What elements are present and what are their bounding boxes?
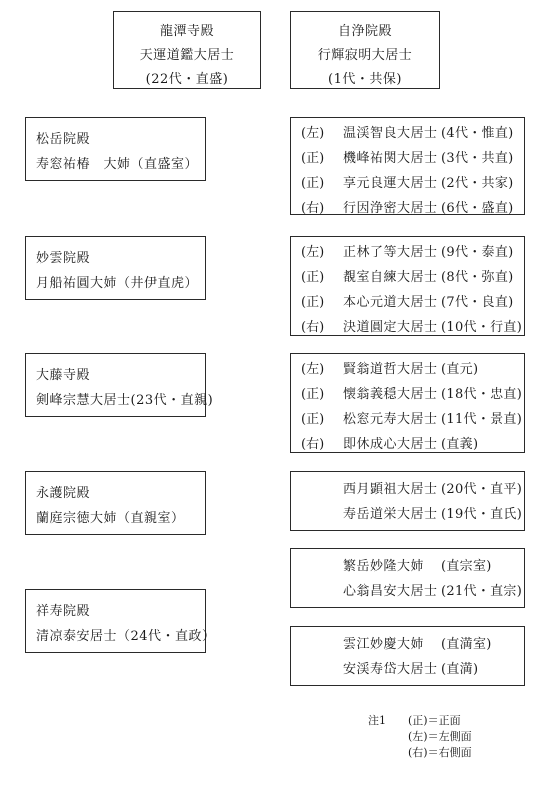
posthumous-name: 行輝寂明大居士 xyxy=(317,48,413,63)
position-label: (左) xyxy=(301,245,325,260)
tablet-box-jijoin xyxy=(290,11,440,89)
tablet-box-myounin xyxy=(25,236,206,300)
generation-note: (21代・直宗) xyxy=(441,584,523,599)
position-label: (正) xyxy=(301,176,325,191)
note-label: 注1 xyxy=(368,714,386,727)
tablet-row xyxy=(291,196,524,221)
generation-note: (22代・直盛) xyxy=(145,72,229,87)
position-label: (正) xyxy=(301,295,325,310)
tablet-group-1 xyxy=(290,117,525,215)
posthumous-name: 正林了等大居士 xyxy=(343,245,438,260)
tablet-box-eigoin xyxy=(25,471,206,535)
tablet-row xyxy=(291,265,524,290)
generation-note: (1代・共保) xyxy=(328,72,402,87)
temple-name: 龍潭寺殿 xyxy=(159,24,214,39)
tablet-group-3 xyxy=(290,353,525,453)
tablet-group-4 xyxy=(290,471,525,531)
tablet-row xyxy=(291,407,524,432)
posthumous-name: 蘭庭宗徳大姉（直親室） xyxy=(36,511,185,526)
generation-note: (18代・忠直) xyxy=(441,387,523,402)
posthumous-name: 懐翁義穏大居士 xyxy=(343,387,438,402)
generation-note: (3代・共直) xyxy=(441,151,514,166)
position-label: (右) xyxy=(301,320,325,335)
tablet-row xyxy=(291,315,524,340)
tablet-box-daitoji xyxy=(25,353,214,417)
temple-name: 松岳院殿 xyxy=(36,132,91,147)
posthumous-name: 天運道鑑大居士 xyxy=(139,48,235,63)
tablet-row xyxy=(291,290,524,315)
tablet-group-5 xyxy=(290,548,525,608)
tablet-row xyxy=(291,240,524,265)
generation-note: (19代・直氏) xyxy=(441,507,523,522)
posthumous-name: 安渓寿岱大居士 xyxy=(343,662,438,677)
posthumous-name: 繁岳妙隆大姉 xyxy=(343,559,425,574)
posthumous-name: 月船祐圓大姉（井伊直虎） xyxy=(36,276,199,291)
note-line: (左)＝左側面 xyxy=(408,730,472,743)
posthumous-name: 寿窓祐椿 大姉（直盛室） xyxy=(36,157,199,172)
generation-note: (直義) xyxy=(441,437,479,452)
generation-note: (4代・惟直) xyxy=(441,126,514,141)
posthumous-name: 行因浄密大居士 xyxy=(343,201,438,216)
position-label: (右) xyxy=(301,201,325,216)
tablet-group-2 xyxy=(290,236,525,336)
temple-name: 永護院殿 xyxy=(36,486,91,501)
position-label: (右) xyxy=(301,437,325,452)
posthumous-name: 即休成心大居士 xyxy=(343,437,438,452)
posthumous-name: 寿岳道栄大居士 xyxy=(343,507,438,522)
note-line: (右)＝右側面 xyxy=(408,746,472,759)
tablet-row xyxy=(291,554,524,579)
posthumous-name: 享元良運大居士 xyxy=(343,176,438,191)
posthumous-name: 本心元道大居士 xyxy=(343,295,438,310)
posthumous-name: 西月顕祖大居士 xyxy=(343,482,438,497)
posthumous-name: 機峰祐関大居士 xyxy=(343,151,438,166)
position-label: (正) xyxy=(301,387,325,402)
tablet-row xyxy=(291,632,524,657)
generation-note: (20代・直平) xyxy=(441,482,523,497)
note-line: (正)＝正面 xyxy=(408,714,461,727)
tablet-row xyxy=(291,502,524,527)
tablet-row xyxy=(291,432,524,457)
posthumous-name: 清凉泰安居士（24代・直政） xyxy=(36,629,216,644)
posthumous-name: 覩室自練大居士 xyxy=(343,270,438,285)
temple-name: 自浄院殿 xyxy=(337,24,392,39)
generation-note: (直元) xyxy=(441,362,479,377)
posthumous-name: 心翁昌安大居士 xyxy=(343,584,438,599)
posthumous-name: 決道圓定大居士 xyxy=(343,320,438,335)
tablet-box-shogakuin xyxy=(25,117,206,181)
generation-note: (8代・弥直) xyxy=(441,270,514,285)
tablet-row xyxy=(291,146,524,171)
generation-note: (7代・良直) xyxy=(441,295,514,310)
generation-note: (2代・共家) xyxy=(441,176,514,191)
position-label: (左) xyxy=(301,362,325,377)
temple-name: 大藤寺殿 xyxy=(36,368,91,383)
tablet-row xyxy=(291,579,524,604)
generation-note: (11代・景直) xyxy=(441,412,523,427)
generation-note: (直満室) xyxy=(441,637,492,652)
position-label: (正) xyxy=(301,412,325,427)
tablet-row xyxy=(291,171,524,196)
temple-name: 祥寿院殿 xyxy=(36,604,91,619)
generation-note: (6代・盛直) xyxy=(441,201,514,216)
posthumous-name: 松窓元寿大居士 xyxy=(343,412,438,427)
generation-note: (9代・泰直) xyxy=(441,245,514,260)
tablet-group-6 xyxy=(290,626,525,686)
temple-name: 妙雲院殿 xyxy=(36,251,91,266)
generation-note: (直満) xyxy=(441,662,479,677)
posthumous-name: 剣峰宗慧大居士(23代・直親) xyxy=(36,393,214,408)
tablet-row xyxy=(291,121,524,146)
tablet-box-ryutanji xyxy=(113,11,261,89)
tablet-row xyxy=(291,657,524,682)
tablet-row xyxy=(291,382,524,407)
generation-note: (直宗室) xyxy=(441,559,492,574)
tablet-row xyxy=(291,357,524,382)
tablet-box-shojuin xyxy=(25,589,216,653)
posthumous-name: 賢翁道哲大居士 xyxy=(343,362,438,377)
posthumous-name: 温渓智良大居士 xyxy=(343,126,438,141)
position-label: (正) xyxy=(301,151,325,166)
position-label: (左) xyxy=(301,126,325,141)
position-label: (正) xyxy=(301,270,325,285)
posthumous-name: 雲江妙慶大姉 xyxy=(343,637,425,652)
tablet-row xyxy=(291,477,524,502)
generation-note: (10代・行直) xyxy=(441,320,523,335)
